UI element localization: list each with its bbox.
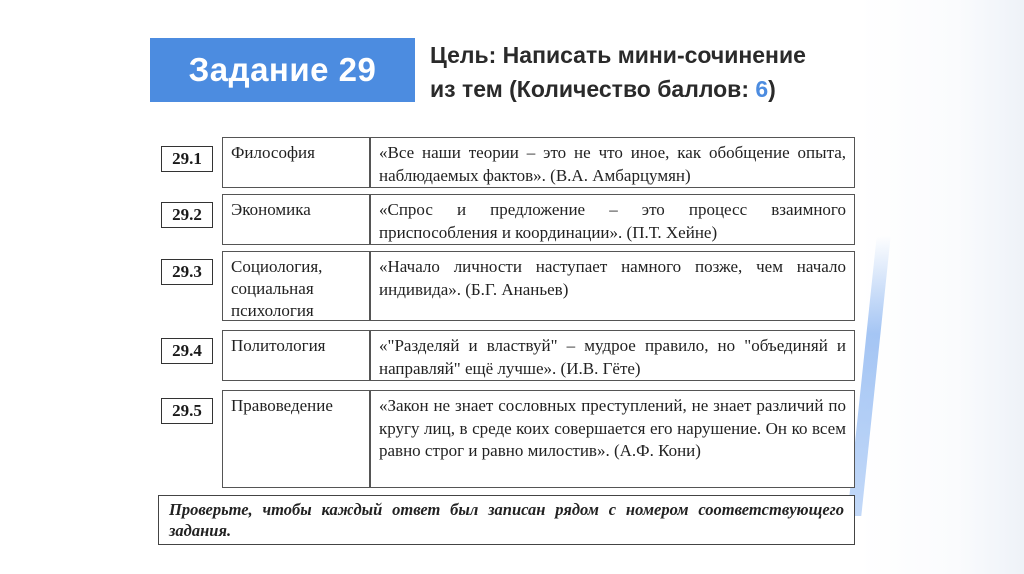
task-number-29-2: 29.2 [161, 202, 213, 228]
subject-philosophy: Философия [222, 137, 370, 188]
task-number-29-3: 29.3 [161, 259, 213, 285]
subject-economics: Экономика [222, 194, 370, 245]
task-title: Задание 29 [188, 51, 377, 88]
task-title-banner [150, 38, 415, 102]
task-number-29-1: 29.1 [161, 146, 213, 172]
goal-score: 6 [755, 76, 769, 102]
goal-prefix: из тем (Количество баллов: [430, 76, 756, 102]
quote-29-5: «Закон не знает сословных преступлений, не знает различий по кругу лиц, в среде коих совершается его нарушение. Он ко всем равно строг и равно милостив». (А.Ф. Кони) [370, 390, 855, 488]
goal-line-1: Цель: Написать мини-сочинение [430, 42, 806, 68]
goal-suffix: ) [768, 76, 776, 102]
task-number-29-4: 29.4 [161, 338, 213, 364]
goal-line-2 [430, 72, 870, 106]
quote-29-4: «"Разделяй и властвуй" – мудрое правило, но "объединяй и направляй" ещё лучше». (И.В. Гёте) [370, 330, 855, 381]
task-number-29-5: 29.5 [161, 398, 213, 424]
subject-sociology: Социология, социальная психология [222, 251, 370, 321]
subject-law: Правоведение [222, 390, 370, 488]
subject-political-science: Политология [222, 330, 370, 381]
quote-29-1: «Все наши теории – это не что иное, как обобщение опыта, наблюдаемых фактов». (В.А. Амбарцумян) [370, 137, 855, 188]
quote-29-2: «Спрос и предложение – это процесс взаимного приспособления и координации». (П.Т. Хейне) [370, 194, 855, 245]
check-note: Проверьте, чтобы каждый ответ был записан рядом с номером соответствующего задания. [158, 495, 855, 545]
goal-text [430, 38, 870, 106]
quote-29-3: «Начало личности наступает намного позже, чем начало индивида». (Б.Г. Ананьев) [370, 251, 855, 321]
